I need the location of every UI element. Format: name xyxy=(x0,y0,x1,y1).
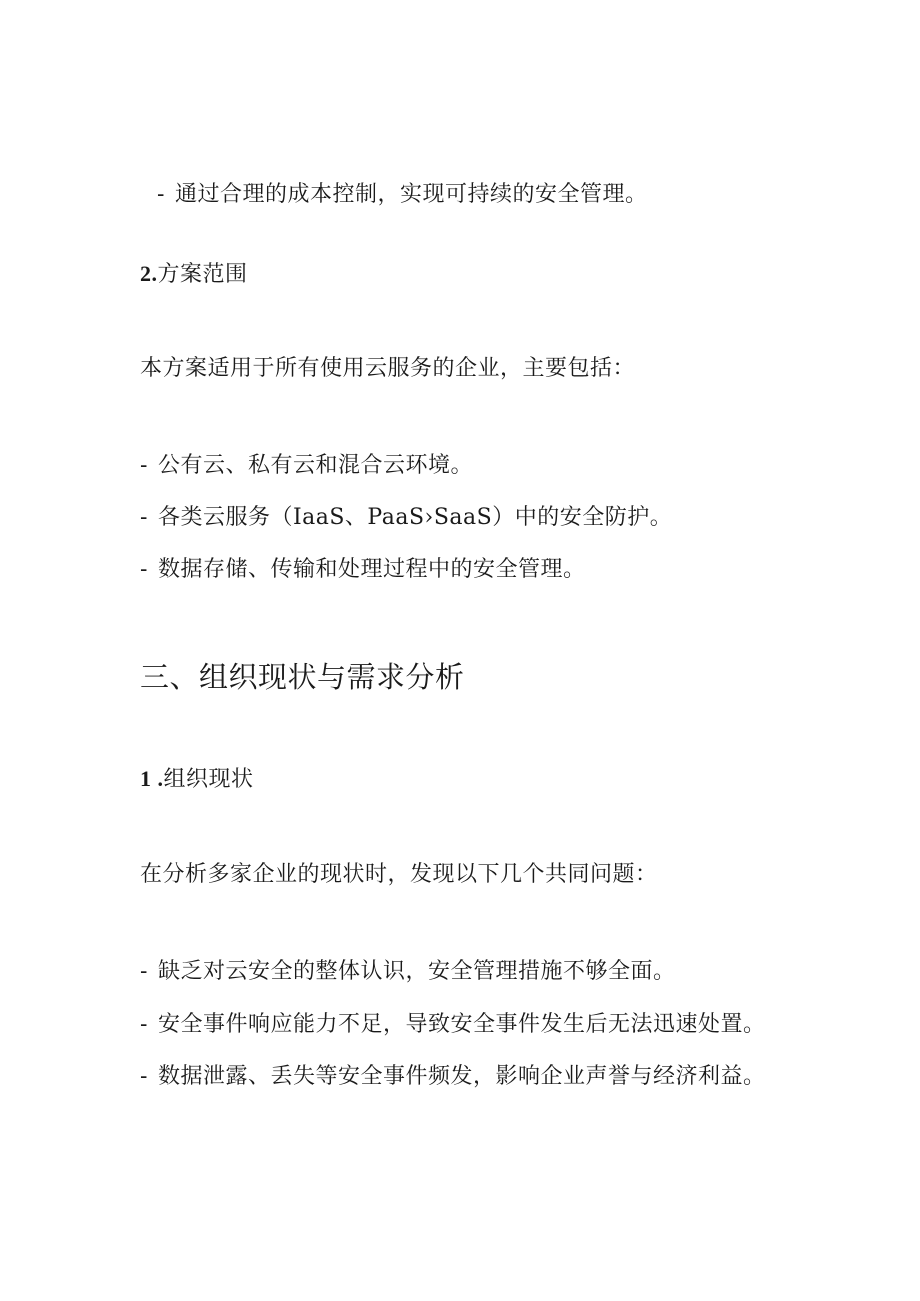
status-list-item xyxy=(140,957,675,987)
list-dash: - xyxy=(140,1064,148,1089)
status-heading xyxy=(140,764,254,795)
list-dash: - xyxy=(140,1012,148,1037)
scope-intro-paragraph: 本方案适用于所有使用云服务的企业，主要包括： xyxy=(140,356,636,381)
list-dash: - xyxy=(140,453,148,478)
scope-heading-text: 方案范围 xyxy=(157,262,248,287)
list-item-text: 各类云服务（IaaS、PaaS›SaaS）中的安全防护。 xyxy=(157,505,673,530)
scope-heading-number: 2. xyxy=(140,261,158,286)
list-item-text: 安全事件响应能力不足，导致安全事件发生后无法迅速处置。 xyxy=(157,1012,766,1037)
status-list-item xyxy=(140,1062,765,1092)
list-dash: - xyxy=(140,505,148,530)
list-dash: - xyxy=(140,557,148,582)
scope-list-item xyxy=(140,451,473,481)
list-item-text: 数据存储、传输和处理过程中的安全管理。 xyxy=(157,557,586,582)
list-dash: - xyxy=(140,959,148,984)
list-dash: - xyxy=(157,182,165,207)
scope-list-item xyxy=(140,503,672,533)
scope-heading xyxy=(140,259,248,290)
list-item-text: 缺乏对云安全的整体认识，安全管理措施不够全面。 xyxy=(157,959,676,984)
status-heading-number: 1 . xyxy=(140,766,164,791)
status-heading-text: 组织现状 xyxy=(163,767,254,792)
status-list-item xyxy=(140,1010,765,1040)
section-3-heading: 三、组织现状与需求分析 xyxy=(140,660,465,694)
status-intro-paragraph: 在分析多家企业的现状时，发现以下几个共同问题： xyxy=(140,862,658,887)
list-item-text: 公有云、私有云和混合云环境。 xyxy=(157,453,473,478)
scope-list-item xyxy=(140,555,585,585)
list-item-text: 通过合理的成本控制，实现可持续的安全管理。 xyxy=(174,182,648,207)
goal-list-item xyxy=(157,180,647,210)
list-item-text: 数据泄露、丢失等安全事件频发，影响企业声誉与经济利益。 xyxy=(157,1064,766,1089)
